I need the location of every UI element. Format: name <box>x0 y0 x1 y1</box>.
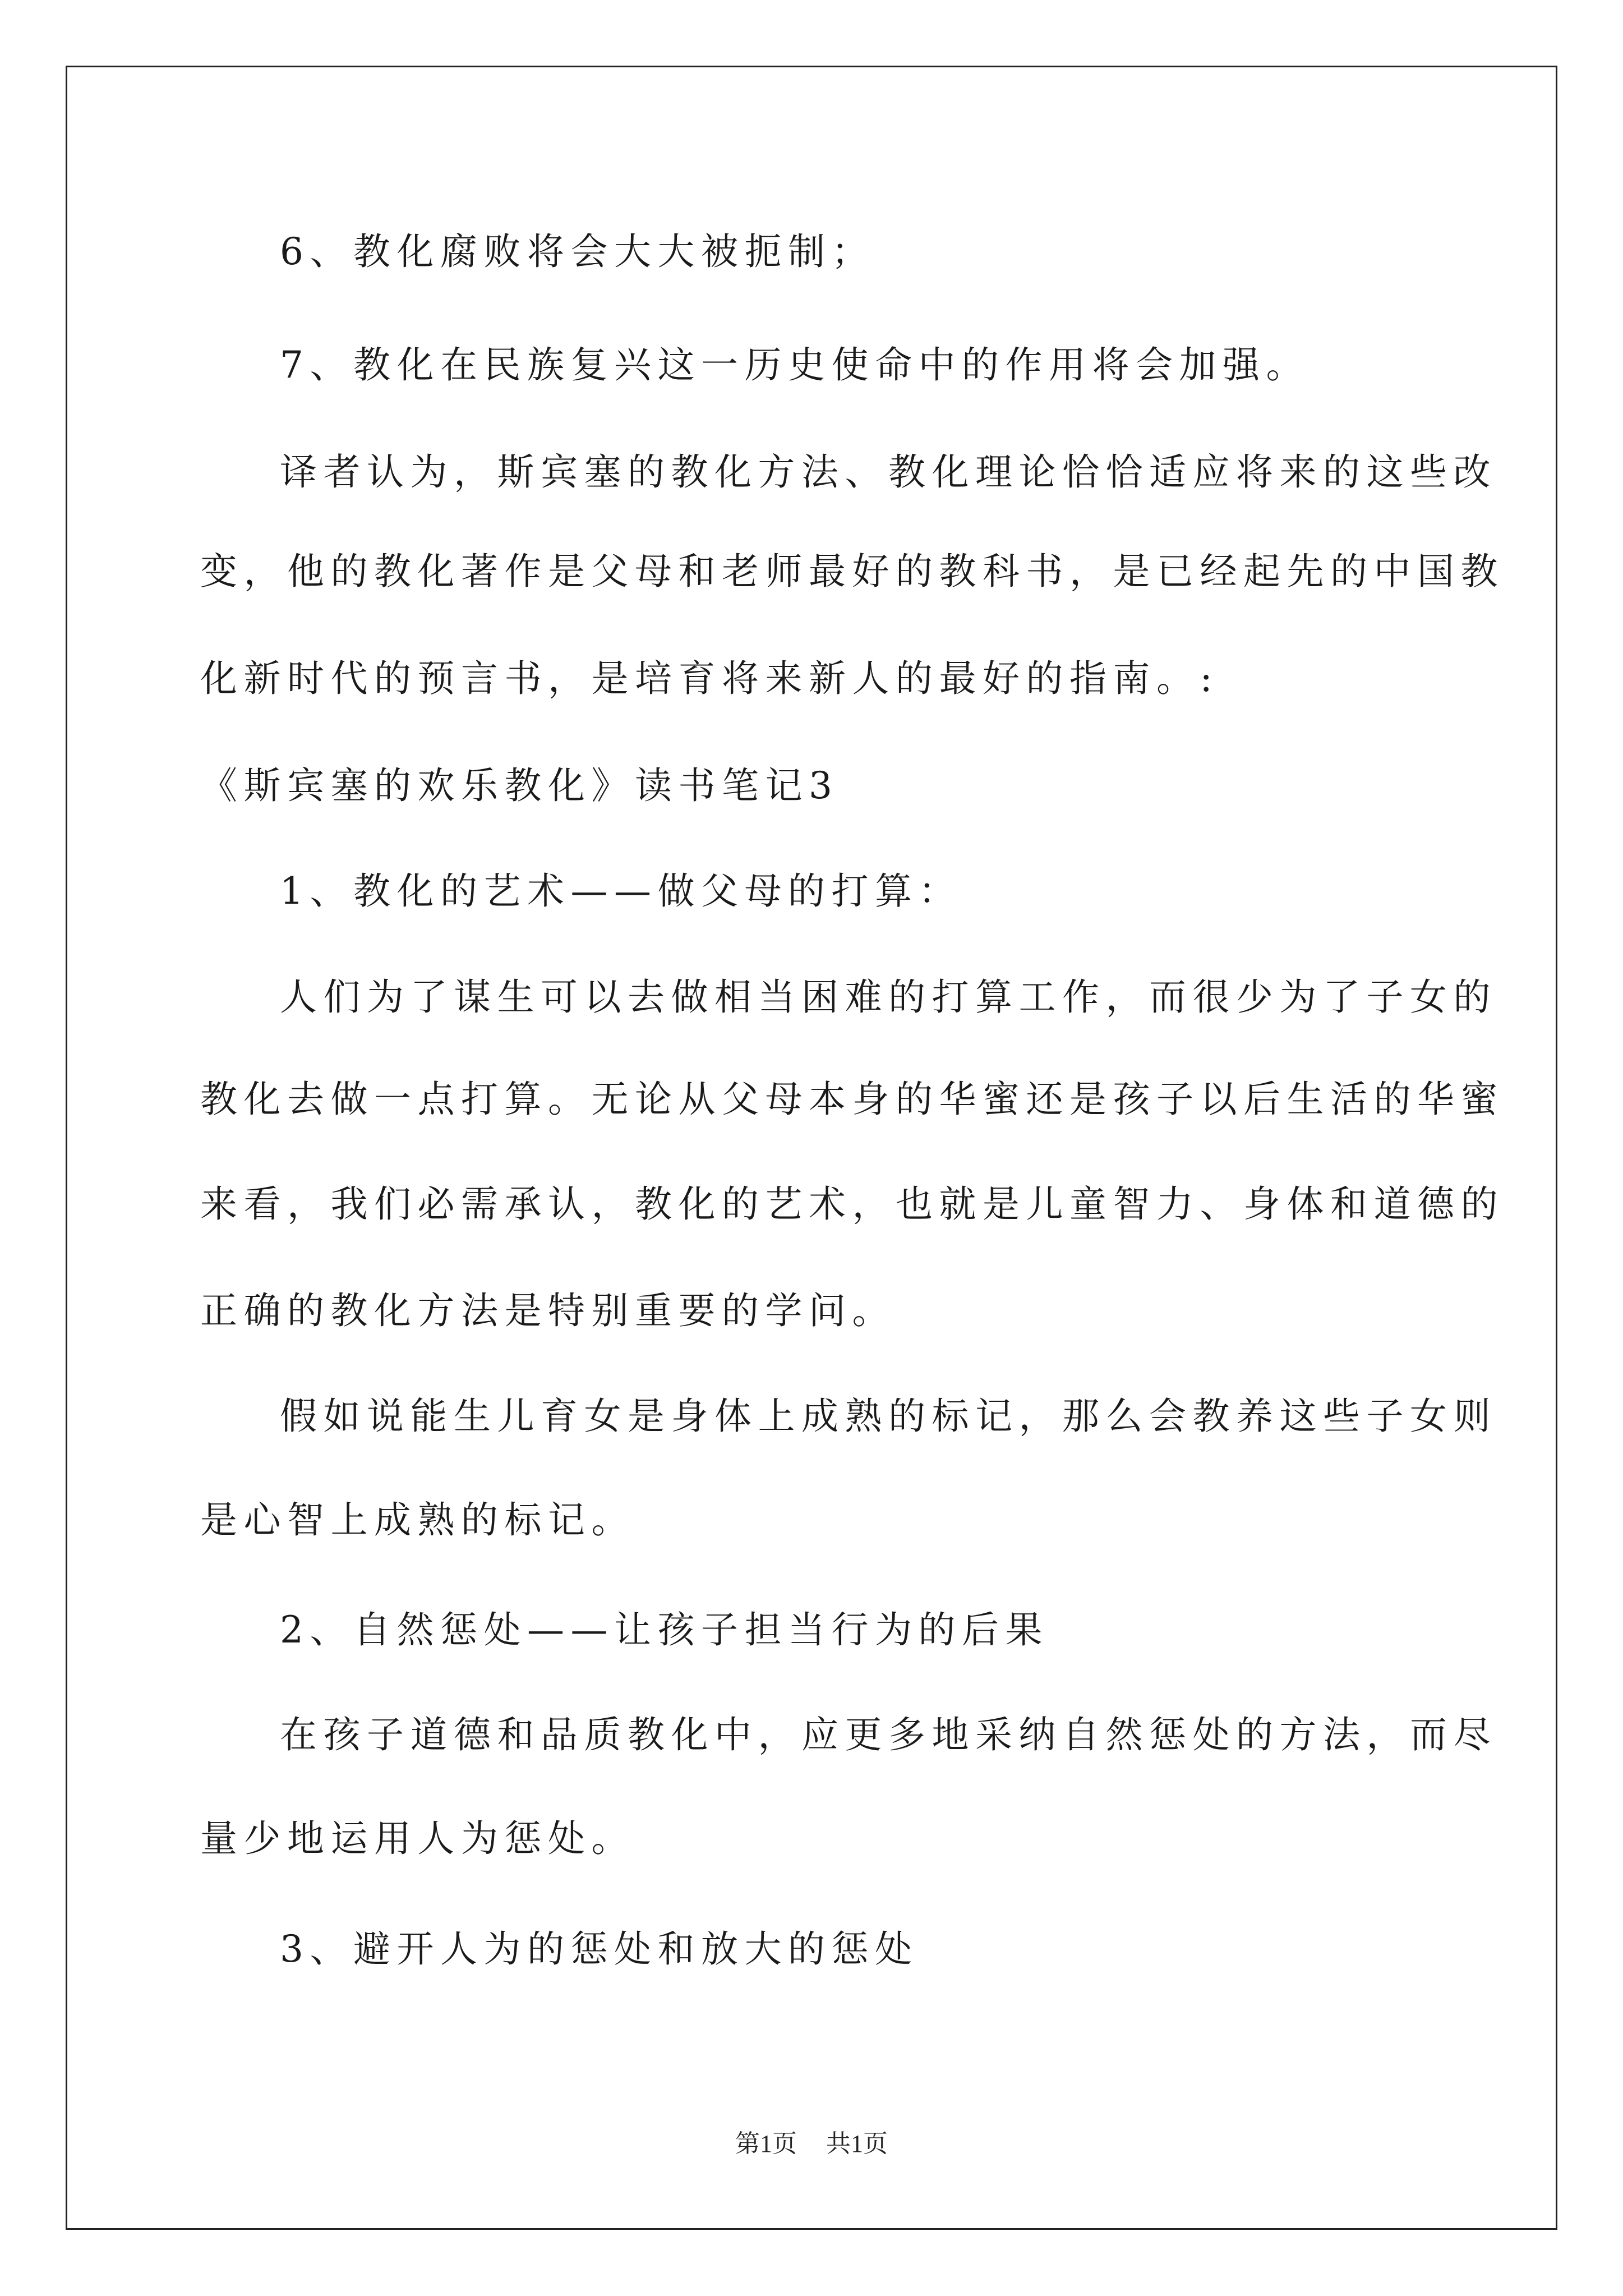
paragraph-line: 人们为了谋生可以去做相当困难的打算工作，而很少为了子女的 <box>280 976 1497 1019</box>
paragraph-line: 教化去做一点打算。无论从父母本身的华蜜还是孩子以后生活的华蜜 <box>200 1078 1504 1121</box>
paragraph-line: 来看，我们必需承认，教化的艺术，也就是儿童智力、身体和道德的 <box>200 1182 1504 1226</box>
paragraph-line: 变，他的教化著作是父母和老师最好的教科书，是已经起先的中国教 <box>200 550 1504 593</box>
paragraph-line: 假如说能生儿育女是身体上成熟的标记，那么会教养这些子女则 <box>280 1395 1497 1438</box>
paragraph-line: 化新时代的预言书，是培育将来新人的最好的指南。: <box>200 657 1219 700</box>
list-item-7: 7、教化在民族复兴这一历史使命中的作用将会加强。 <box>280 343 1310 386</box>
page-footer <box>0 2128 1623 2160</box>
subheading-3: 3、避开人为的惩处和放大的惩处 <box>280 1927 919 1971</box>
subheading-1: 1、教化的艺术——做父母的打算： <box>280 869 962 913</box>
page-border <box>66 66 1557 2230</box>
list-item-6: 6、教化腐败将会大大被扼制； <box>280 230 875 273</box>
paragraph-line: 在孩子道德和品质教化中，应更多地采纳自然惩处的方法，而尽 <box>280 1713 1497 1756</box>
section-heading: 《斯宾塞的欢乐教化》读书笔记3 <box>200 764 839 807</box>
paragraph-line: 是心智上成熟的标记。 <box>200 1498 635 1542</box>
paragraph-line: 量少地运用人为惩处。 <box>200 1817 635 1860</box>
paragraph-line: 正确的教化方法是特别重要的学问。 <box>200 1289 896 1332</box>
subheading-2: 2、自然惩处——让孩子担当行为的后果 <box>280 1608 1049 1651</box>
page-total: 共1页 <box>826 2130 888 2157</box>
page-number: 第1页 <box>735 2130 797 2157</box>
paragraph-line: 译者认为，斯宾塞的教化方法、教化理论恰恰适应将来的这些改 <box>280 450 1497 494</box>
